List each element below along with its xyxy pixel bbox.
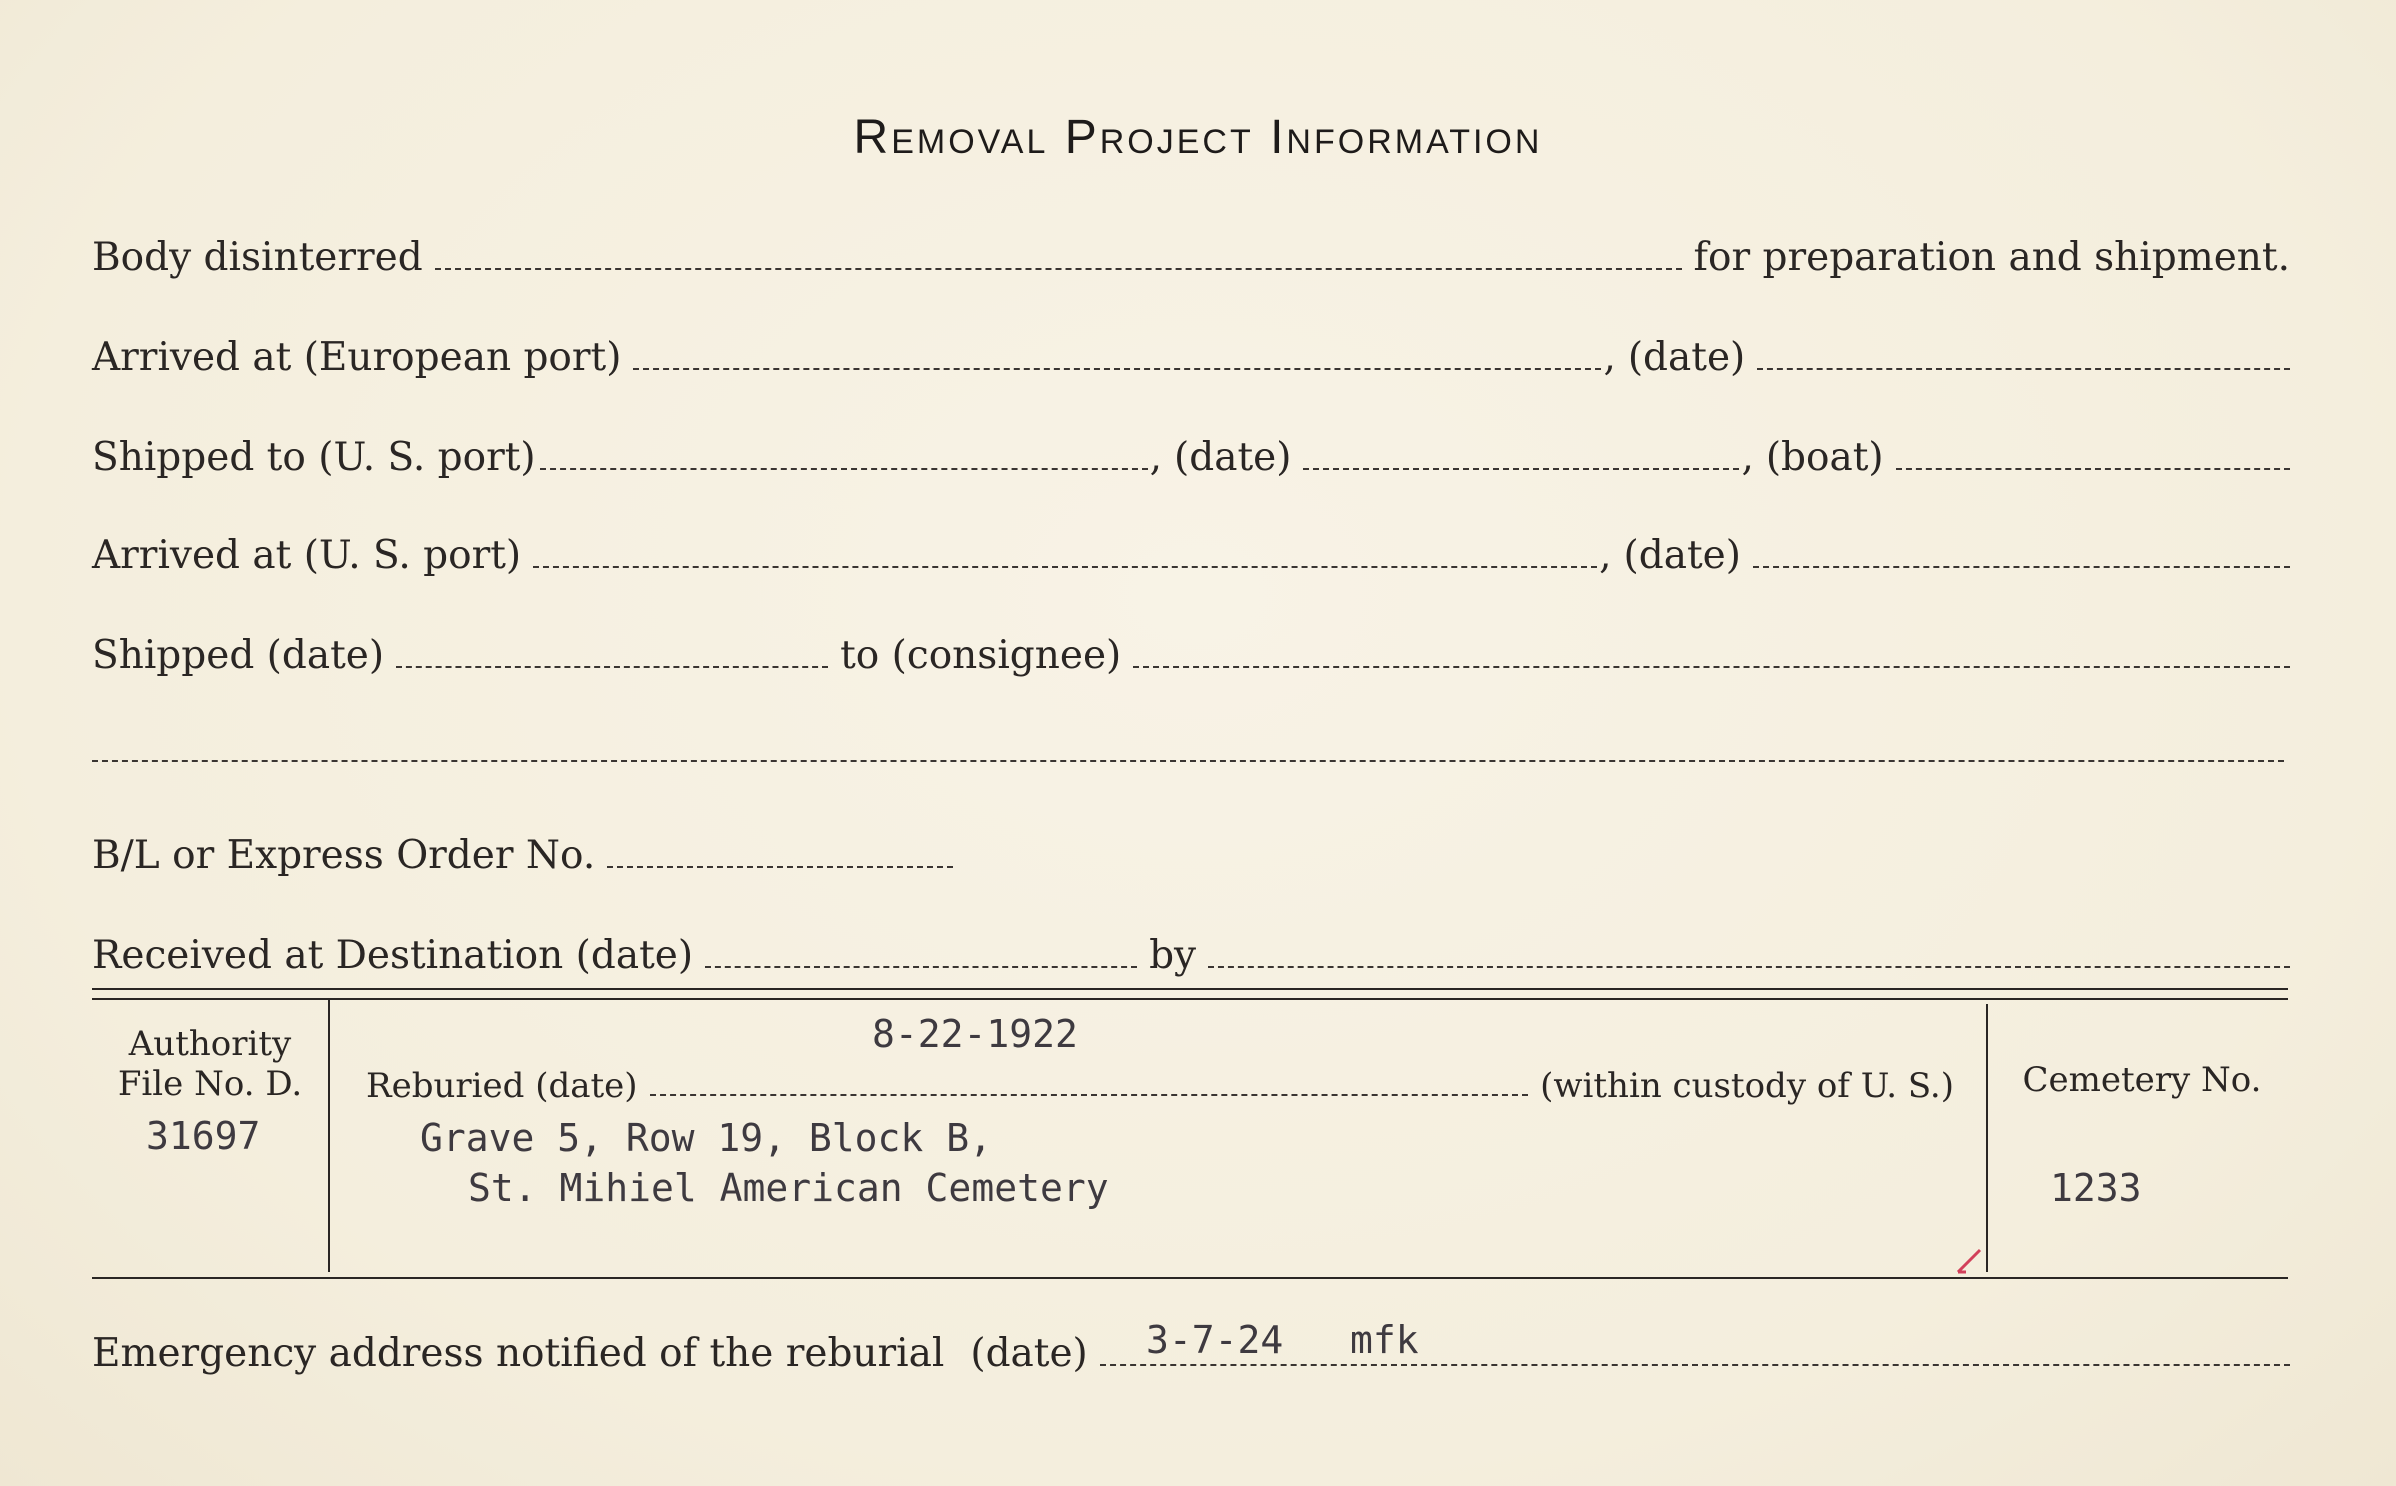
field-shipped-us-port[interactable] (540, 468, 1148, 470)
field-received-by[interactable] (1208, 966, 2290, 968)
label-emergency-date: (date) (970, 1331, 1088, 1376)
row-shipped-us-port (92, 422, 2290, 482)
label-arrived-us-port: Arrived at (U. S. port) (92, 533, 522, 578)
label-within-custody: (within custody of U. S.) (1540, 1066, 1954, 1106)
field-arrived-us-port[interactable] (533, 566, 1597, 568)
field-boat[interactable] (1896, 468, 2290, 470)
box-top-rule-inner (92, 998, 2288, 1000)
emergency-initials: mfk (1350, 1318, 1419, 1362)
field-european-port[interactable] (633, 368, 1601, 370)
grave-location-line-2: St. Mihiel American Cemetery (468, 1166, 1109, 1210)
field-arrived-us-date[interactable] (1753, 566, 2290, 568)
field-european-date[interactable] (1757, 368, 2290, 370)
field-reburied-date[interactable] (650, 1094, 1529, 1096)
row-body-disinterred (92, 222, 2290, 282)
label-received-by: by (1149, 933, 1197, 978)
emergency-date-value: 3-7-24 (1146, 1318, 1284, 1362)
label-shipped-date: (date) (1174, 435, 1292, 480)
comma-separator: , (1149, 435, 1163, 480)
box-bottom-rule (92, 1277, 2288, 1279)
box-divider-left (328, 998, 330, 1272)
authority-label (92, 1024, 328, 1104)
label-preparation-shipment: for preparation and shipment. (1693, 235, 2290, 280)
field-consignee-continued[interactable] (92, 760, 2284, 762)
cemetery-number-value: 1233 (2050, 1166, 2142, 1210)
comma-separator: , (1599, 533, 1612, 578)
label-received-destination: Received at Destination (date) (92, 933, 694, 978)
label-shipped-date-2: Shipped (date) (92, 633, 385, 678)
label-european-date: (date) (1627, 335, 1746, 380)
field-received-date[interactable] (705, 966, 1137, 968)
check-mark-icon (1954, 1246, 1984, 1276)
row-reburied (366, 1048, 1954, 1108)
field-shipped-date-2[interactable] (396, 666, 828, 668)
field-bl-express-order[interactable] (607, 866, 953, 868)
label-reburied-date: Reburied (date) (366, 1066, 638, 1106)
grave-location-line-1: Grave 5, Row 19, Block B, (420, 1116, 992, 1160)
label-arrived-us-date: (date) (1623, 533, 1741, 578)
box-divider-right (1986, 1004, 1988, 1272)
row-bl-express (92, 820, 2290, 880)
label-shipped-us-port: Shipped to (U. S. port) (92, 435, 536, 480)
comma-separator: , (1603, 335, 1616, 380)
field-body-disinterred[interactable] (435, 268, 1682, 270)
box-top-rule (92, 988, 2288, 990)
label-body-disinterred: Body disinterred (92, 235, 423, 280)
authority-file-number: 31697 (146, 1114, 261, 1158)
label-arrived-european-port: Arrived at (European port) (92, 335, 622, 380)
row-received-destination (92, 920, 2290, 980)
authority-line-1: Authority (128, 1024, 292, 1064)
authority-line-2: File No. D. (117, 1064, 303, 1104)
label-boat: (boat) (1765, 435, 1884, 480)
reburied-date-value: 8-22-1922 (872, 1012, 1078, 1056)
field-consignee[interactable] (1133, 666, 2290, 668)
page-title: Removal Project Information (853, 111, 1543, 164)
row-arrived-european-port (92, 322, 2290, 382)
field-shipped-date[interactable] (1303, 468, 1739, 470)
row-arrived-us-port (92, 520, 2290, 580)
field-emergency-date[interactable] (1100, 1364, 2290, 1366)
row-emergency-address (92, 1318, 2290, 1378)
label-bl-express-order: B/L or Express Order No. (92, 833, 596, 878)
cemetery-number-label: Cemetery No. (2022, 1060, 2262, 1100)
comma-separator: , (1741, 435, 1754, 480)
label-consignee: to (consignee) (840, 633, 1122, 678)
row-shipped-consignee (92, 620, 2290, 680)
label-emergency-address: Emergency address notified of the reburial (92, 1331, 945, 1376)
